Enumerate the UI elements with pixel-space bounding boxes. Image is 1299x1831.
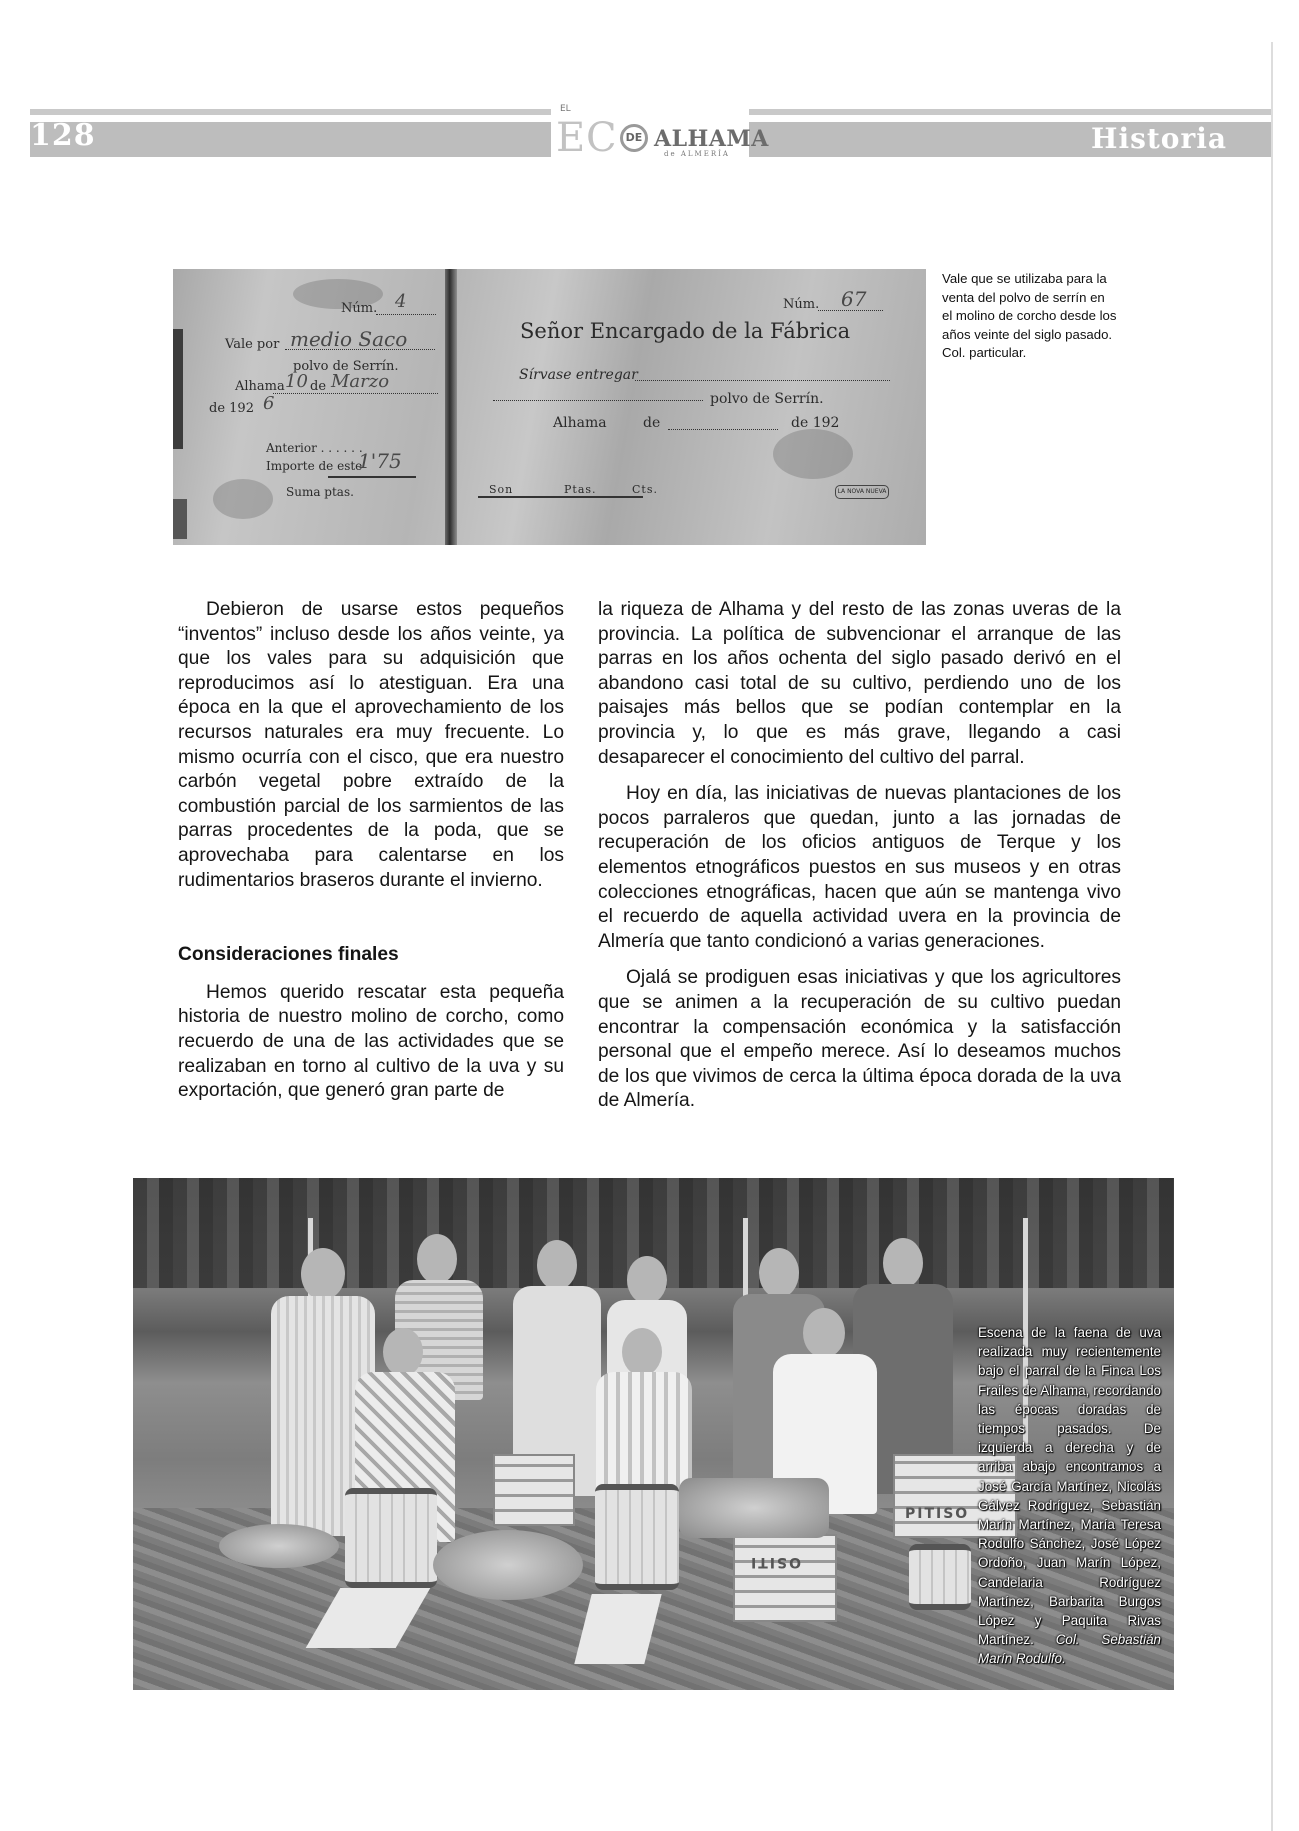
header-bar-left: [30, 122, 551, 157]
voucher-son-label: Son: [489, 483, 514, 496]
voucher-num-handwriting: 67: [841, 287, 867, 311]
voucher-date-line: [668, 429, 778, 430]
photo-barrel: [909, 1544, 971, 1610]
voucher-cts-label: Cts.: [632, 483, 658, 496]
voucher-torn-edge: [173, 329, 183, 449]
magazine-logo: [556, 104, 769, 161]
voucher-caption: Vale que se utilizaba para la venta del polvo de serrín en el molino de corcho desde los años veinte del siglo pasado. Col. particular.: [942, 271, 1117, 360]
logo-alhama: ALHAMA: [654, 126, 769, 152]
stub-year-handwriting: 6: [263, 393, 275, 414]
crate-label: PITISO: [905, 1506, 970, 1522]
stub-polvo-label: polvo de Serrín.: [293, 359, 399, 374]
stub-num-line: [376, 314, 436, 315]
voucher-stamp: LA NOVA NUEVA: [835, 485, 889, 499]
stub-suma-label: Suma ptas.: [286, 485, 354, 499]
photo-grape-basket: [433, 1530, 583, 1600]
voucher-polvo-label: polvo de Serrín.: [710, 391, 824, 407]
article-subheading: Consideraciones finales: [178, 944, 399, 966]
stub-alhama-label: Alhama: [235, 379, 285, 394]
stub-year-label: de 192: [209, 401, 254, 416]
stub-importe-label: Importe de este: [266, 459, 363, 473]
stub-num-handwriting: 4: [395, 291, 407, 312]
stub-num-label: Núm.: [341, 301, 378, 316]
voucher-torn-edge-lower: [173, 499, 187, 539]
voucher-alhama-label: Alhama: [553, 415, 607, 431]
voucher-image: [173, 269, 926, 545]
article-paragraph: Hoy en día, las iniciativas de nuevas plantaciones de los pocos parraleros que quedan, junto a las jornadas de recuperación de los oficios antiguos de Terque y los elementos etnográficos puestos en sus museos y en otras colecciones etnográficas, hacen que aún se mantenga vivo el recuerdo de aquella actividad uvera en la provincia de Almería que tanto condicionó a varias generaciones.: [598, 783, 1121, 952]
header-rule-left: [30, 109, 551, 115]
voucher-year-label: de 192: [791, 415, 840, 431]
article-column-right: [598, 598, 1121, 1114]
logo-el: EL: [560, 104, 571, 114]
stub-vale-handwriting: medio Saco: [290, 327, 408, 351]
stub-month-handwriting: Marzo: [331, 371, 390, 392]
voucher-sirvase-line: [635, 380, 890, 381]
article-paragraph: Ojalá se prodiguen esas iniciativas y que los agricultores que se animen a la recuperación de su cultivo puedan encontrar la compensación económica y la satisfacción personal que el empeño merece. Así lo deseamos muchos de los que vivimos de cerca la última época dorada de la uva de Almería.: [598, 967, 1121, 1112]
stub-importe-handwriting: 1'75: [358, 449, 402, 473]
voucher-ptas-label: Ptas.: [564, 483, 597, 496]
voucher-de-label: de: [643, 415, 661, 431]
stub-anterior-label: Anterior . . . . . .: [266, 441, 363, 455]
photo-crate: [493, 1454, 575, 1526]
article-paragraph: Debieron de usarse estos pequeños “inventos” incluso desde los años veinte, ya que los vales para su adquisición que reproducimos así lo atestiguan. Era una época en la que el aprovechamiento de los recursos naturales era muy frecuente. Lo mismo ocurría con el cisco, que era nuestro carbón vegetal pobre extraído de la combustión parcial de los sarmientos de las parras procedentes de la poda, que se aprovechaba para calentarse en los rudimentarios braseros durante el invierno.: [178, 599, 564, 891]
article-paragraph: la riqueza de Alhama y del resto de las zonas uveras de la provincia. La política de subvencionar el arranque de las parras en los años ochenta del siglo pasado derivó en el abandono casi total de su cultivo, perdiendo uno de los paisajes más bellos que se podían contemplar en la provincia y, lo que es más grave, llegando a casi desaparecer el conocimiento del cultivo del parral.: [598, 599, 1121, 768]
voucher-title: Señor Encargado de la Fábrica: [520, 319, 851, 343]
photo-caption: [978, 1323, 1161, 1669]
header-rule-right: [749, 109, 1271, 115]
stub-day-handwriting: 10: [285, 371, 308, 392]
logo-c: C: [586, 115, 617, 161]
voucher-binding-spine: [445, 269, 457, 545]
logo-de-circle: DE: [620, 124, 648, 152]
photo-caption-credit: Col. Sebastián Marín Rodulfo.: [978, 1632, 1161, 1667]
article-column-left: [178, 598, 564, 1104]
stub-sum-rule: [328, 476, 416, 478]
stub-de-label: de: [310, 379, 327, 394]
voucher-num-label: Núm.: [783, 297, 820, 312]
section-title: Historia: [1091, 122, 1227, 155]
voucher-polvo-line: [493, 400, 703, 401]
article-paragraph: Hemos querido rescatar esta pequeña historia de nuestro molino de corcho, como recuerdo de una de las actividades que se realizaban en torno al cultivo de la uva y su exportación, que generó gran parte de: [178, 981, 564, 1102]
photo-grape-basket: [219, 1524, 339, 1568]
photo-caption-text: Escena de la faena de uva realizada muy recientemente bajo el parral de la Finca Los Frailes de Alhama, recordando las épocas doradas de tiempos pasados. De izquierda a derecha y de arriba abajo encontramos a José García Martínez, Nicolás Gálvez Rodríguez, Sebastián Marín Martínez, María Teresa Rodulfo Sánchez, José López Ordoño, Juan Marín López, Candelaria Rodríguez Martínez, Barbarita Burgos López y Paquita Rivas Martínez.: [978, 1325, 1161, 1648]
photo-barrel: [345, 1488, 437, 1588]
voucher-stain: [213, 479, 273, 519]
page-edge-rule: [1271, 42, 1273, 1831]
voucher-sirvase-label: Sírvase entregar: [519, 367, 638, 383]
page-number: 128: [30, 118, 96, 153]
logo-e: E: [556, 115, 586, 161]
photo-grape-tray: [679, 1478, 829, 1538]
logo-almeria: de ALMERÍA: [664, 150, 730, 158]
stub-date-line: [273, 393, 438, 394]
voucher-son-rule: [478, 496, 643, 498]
photo-barrel: [595, 1484, 679, 1590]
voucher-stain: [773, 429, 853, 479]
crate-label: OSITI: [749, 1554, 801, 1570]
photo-crate: [733, 1534, 837, 1622]
stub-vale-por-label: Vale por: [225, 337, 280, 352]
